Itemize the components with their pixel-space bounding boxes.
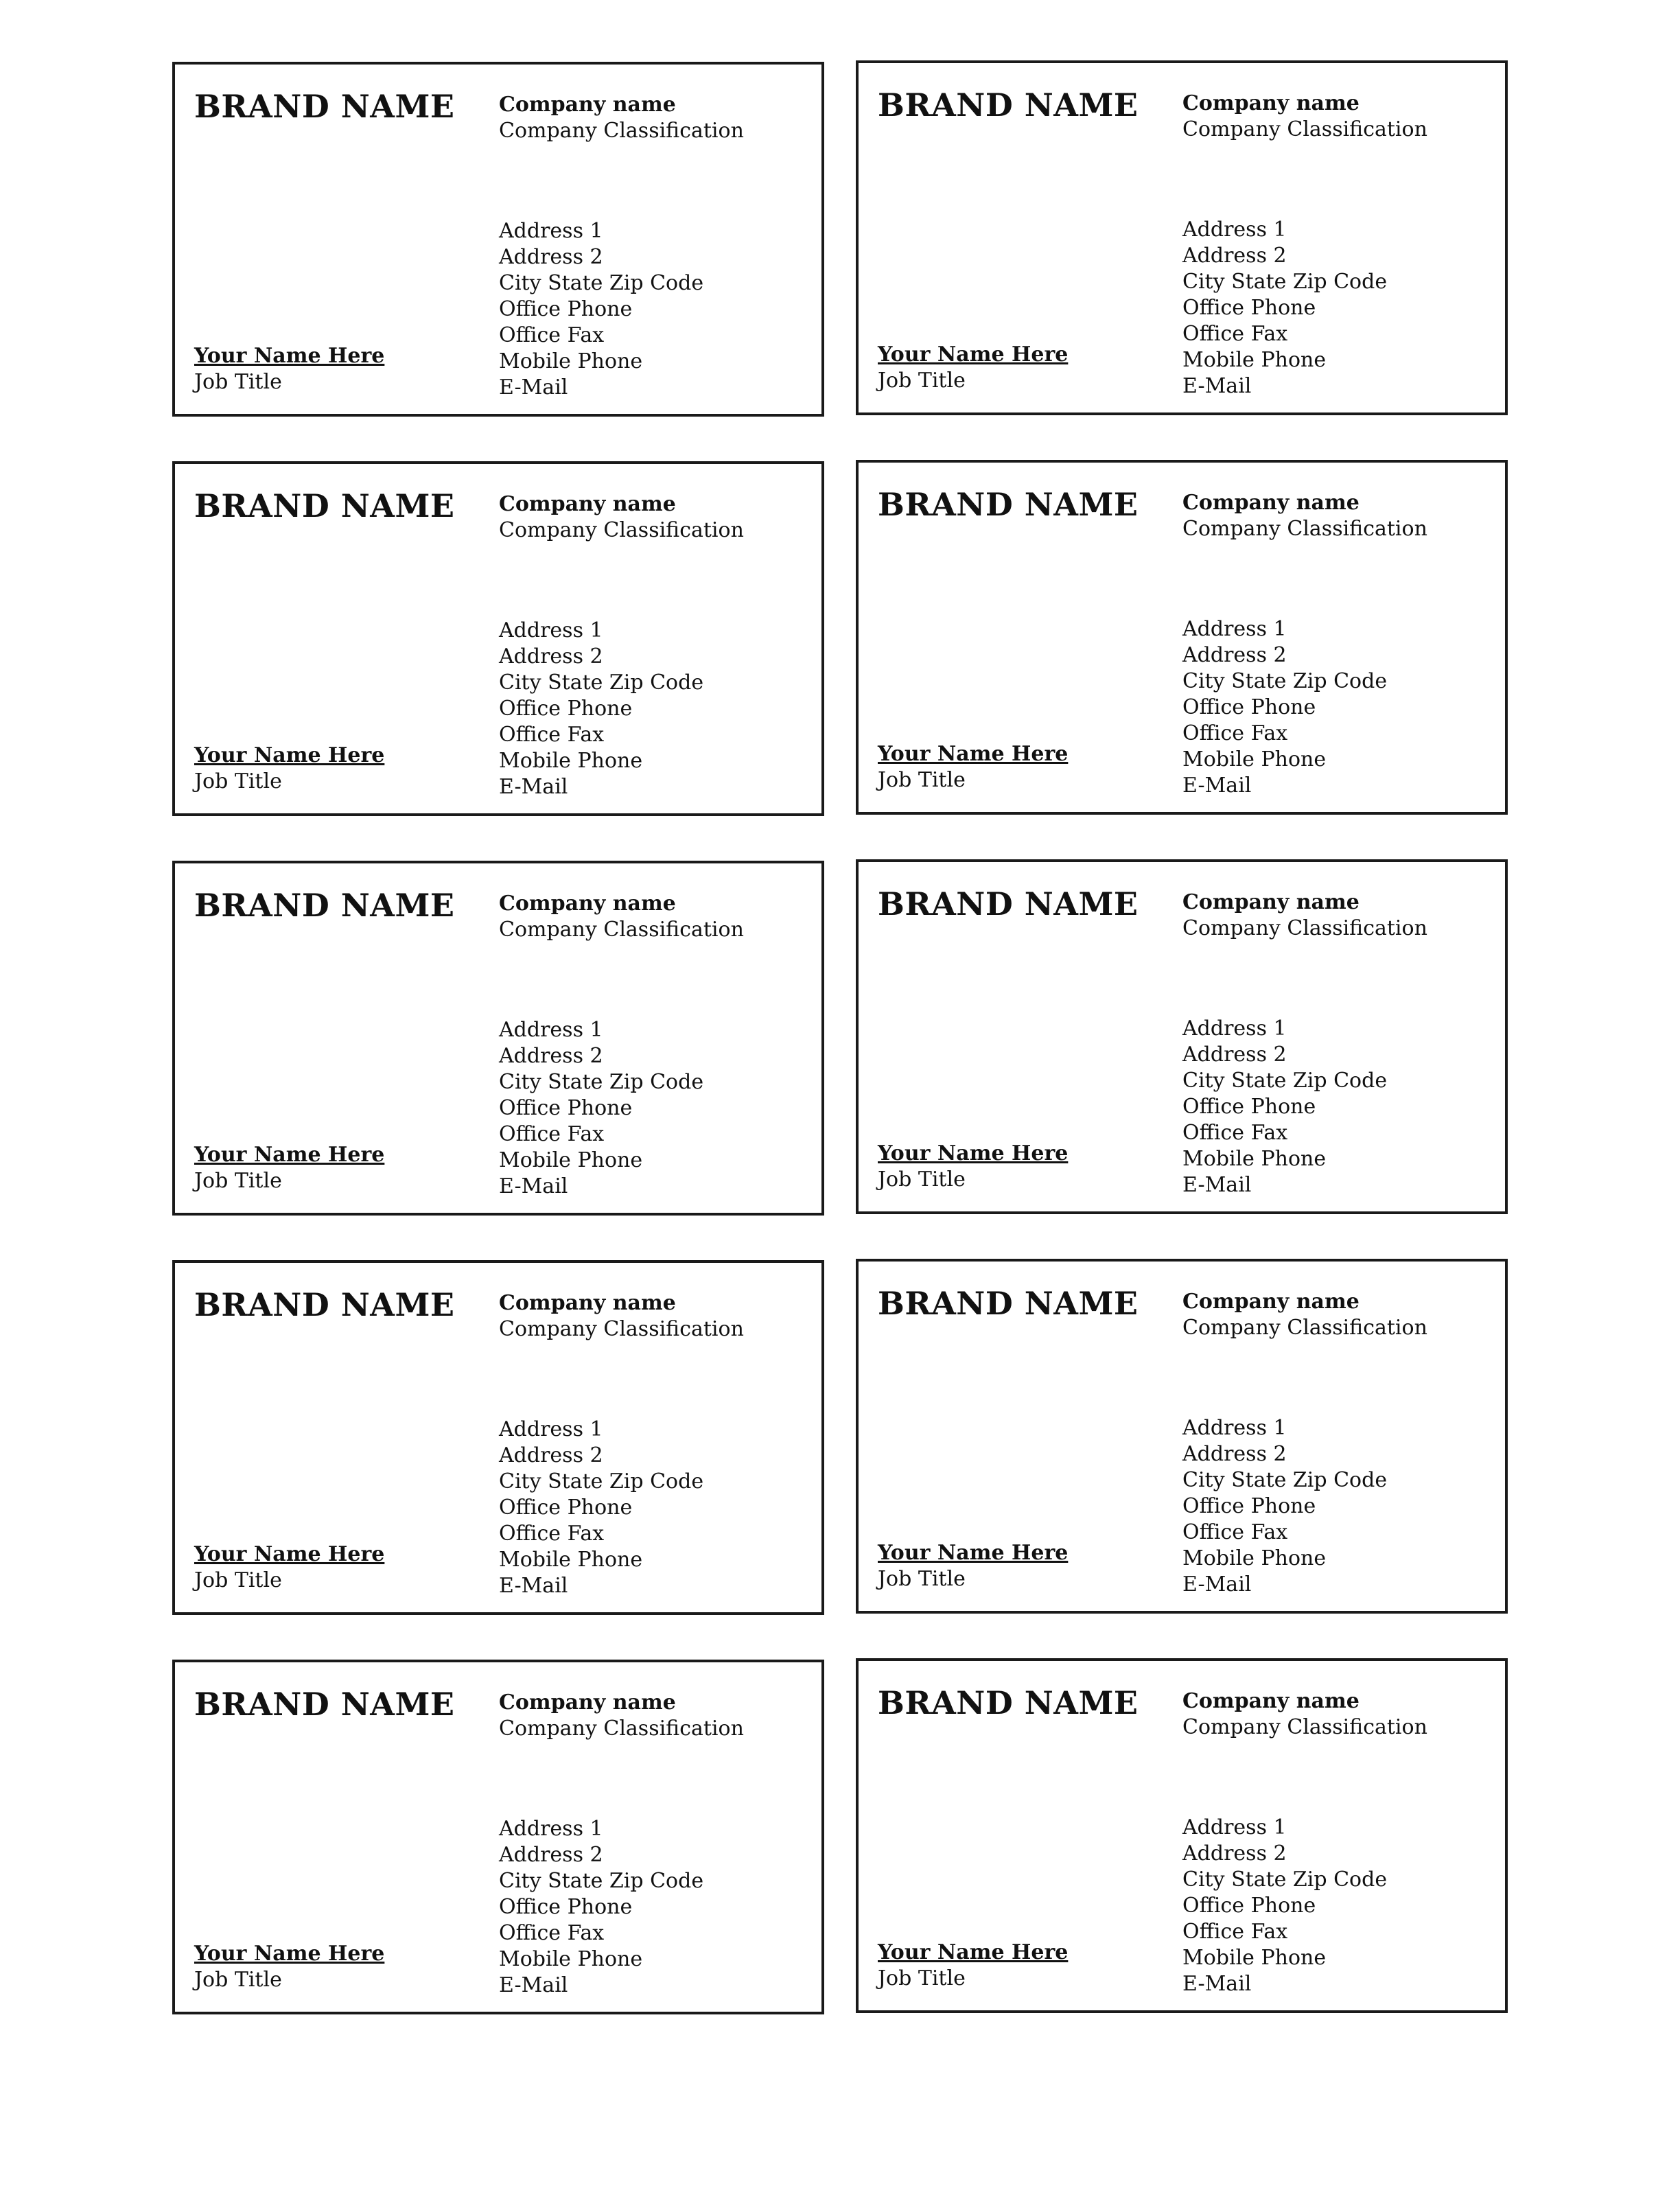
person-name: Your Name Here [194,1942,385,1966]
company-block [499,1690,815,1742]
city-state-zip: City State Zip Code [499,1469,704,1493]
contact-block [1182,1016,1498,1198]
brand-name: BRAND NAME [878,486,1139,523]
brand-name: BRAND NAME [194,88,455,125]
person-name: Your Name Here [194,344,385,368]
city-state-zip: City State Zip Code [499,671,704,695]
company-name: Company name [499,1291,676,1315]
company-block [1182,91,1498,143]
person-name: Your Name Here [878,1141,1069,1165]
address-2: Address 2 [1182,1442,1287,1466]
job-title: Job Title [878,1966,966,1990]
address-1: Address 1 [499,219,603,243]
job-title: Job Title [194,1169,282,1193]
company-name: Company name [1182,890,1360,914]
office-fax: Office Fax [1182,322,1288,346]
address-2: Address 2 [499,245,603,269]
mobile-phone: Mobile Phone [499,1548,643,1572]
company-classification: Company Classification [1182,1715,1427,1739]
person-name: Your Name Here [194,1143,385,1167]
city-state-zip: City State Zip Code [499,271,704,295]
address-1: Address 1 [499,1817,603,1841]
job-title: Job Title [194,1968,282,1992]
business-card [172,62,824,417]
business-card [856,460,1508,815]
office-fax: Office Fax [499,1522,605,1546]
contact-block [499,1417,815,1599]
company-classification: Company Classification [1182,117,1427,141]
brand-name: BRAND NAME [878,86,1139,124]
person-block [878,1940,1068,1992]
person-block [194,1142,384,1194]
company-name: Company name [499,93,676,117]
office-phone: Office Phone [1182,695,1316,719]
job-title: Job Title [194,1568,282,1592]
company-block [499,891,815,943]
brand-name: BRAND NAME [194,487,455,524]
email: E-Mail [499,375,568,399]
office-phone: Office Phone [499,697,633,721]
business-card [856,1259,1508,1614]
office-fax: Office Fax [499,1921,605,1945]
person-name: Your Name Here [878,742,1069,766]
contact-block [1182,1815,1498,1997]
person-name: Your Name Here [194,1542,385,1566]
person-block [194,1542,384,1594]
business-card [172,1260,824,1615]
address-2: Address 2 [1182,244,1287,268]
brand-name: BRAND NAME [194,1686,455,1723]
office-fax: Office Fax [1182,1121,1288,1145]
office-phone: Office Phone [499,1496,633,1520]
office-fax: Office Fax [1182,1520,1288,1544]
company-block [1182,890,1498,942]
business-card [856,60,1508,415]
mobile-phone: Mobile Phone [1182,1147,1327,1171]
office-phone: Office Phone [1182,1494,1316,1518]
office-fax: Office Fax [499,723,605,747]
office-phone: Office Phone [1182,296,1316,320]
brand-name: BRAND NAME [878,1285,1139,1322]
contact-block [1182,616,1498,799]
address-1: Address 1 [1182,1416,1287,1440]
address-2: Address 2 [499,1044,603,1068]
city-state-zip: City State Zip Code [1182,1868,1388,1892]
address-2: Address 2 [499,644,603,669]
office-fax: Office Fax [1182,721,1288,745]
address-1: Address 1 [499,1018,603,1042]
office-fax: Office Fax [1182,1920,1288,1944]
mobile-phone: Mobile Phone [499,1947,643,1971]
city-state-zip: City State Zip Code [1182,1069,1388,1093]
person-block [878,741,1068,793]
person-name: Your Name Here [878,342,1069,367]
mobile-phone: Mobile Phone [1182,1946,1327,1970]
company-name: Company name [1182,91,1360,115]
company-name: Company name [1182,491,1360,515]
company-classification: Company Classification [499,518,744,542]
business-card [172,1660,824,2014]
job-title: Job Title [878,369,966,393]
email: E-Mail [499,1174,568,1198]
address-2: Address 2 [499,1843,603,1867]
person-name: Your Name Here [194,743,385,767]
city-state-zip: City State Zip Code [499,1070,704,1094]
person-block [878,1540,1068,1592]
company-name: Company name [499,892,676,916]
office-phone: Office Phone [499,1096,633,1120]
person-block [194,743,384,795]
email: E-Mail [499,1574,568,1598]
company-block [1182,1289,1498,1341]
address-2: Address 2 [1182,643,1287,667]
company-classification: Company Classification [1182,916,1427,940]
mobile-phone: Mobile Phone [499,1148,643,1172]
job-title: Job Title [194,370,282,394]
person-name: Your Name Here [878,1541,1069,1565]
mobile-phone: Mobile Phone [499,749,643,773]
company-classification: Company Classification [499,119,744,143]
company-block [1182,1688,1498,1741]
job-title: Job Title [878,1567,966,1591]
company-block [499,92,815,144]
company-name: Company name [499,1690,676,1714]
company-classification: Company Classification [1182,1316,1427,1340]
address-1: Address 1 [1182,218,1287,242]
person-block [194,1941,384,1993]
address-1: Address 1 [499,618,603,642]
business-card [172,461,824,816]
contact-block [499,218,815,401]
contact-block [499,618,815,800]
business-card [856,859,1508,1214]
email: E-Mail [1182,1173,1252,1197]
office-phone: Office Phone [1182,1894,1316,1918]
address-1: Address 1 [1182,1815,1287,1839]
company-classification: Company Classification [499,918,744,942]
person-name: Your Name Here [878,1940,1069,1964]
company-classification: Company Classification [1182,517,1427,541]
brand-name: BRAND NAME [194,1286,455,1323]
city-state-zip: City State Zip Code [1182,669,1388,693]
city-state-zip: City State Zip Code [1182,1468,1388,1492]
brand-name: BRAND NAME [194,887,455,924]
email: E-Mail [1182,774,1252,798]
company-name: Company name [499,492,676,516]
person-block [878,1141,1068,1193]
email: E-Mail [1182,374,1252,398]
contact-block [1182,217,1498,399]
email: E-Mail [499,1973,568,1997]
company-block [1182,490,1498,542]
job-title: Job Title [878,768,966,792]
company-classification: Company Classification [499,1717,744,1741]
mobile-phone: Mobile Phone [1182,348,1327,372]
address-2: Address 2 [1182,1841,1287,1865]
office-phone: Office Phone [499,297,633,321]
mobile-phone: Mobile Phone [499,349,643,373]
person-block [194,343,384,395]
brand-name: BRAND NAME [878,1684,1139,1721]
office-fax: Office Fax [499,1122,605,1146]
brand-name: BRAND NAME [878,885,1139,922]
email: E-Mail [1182,1972,1252,1996]
office-phone: Office Phone [1182,1095,1316,1119]
company-block [499,491,815,544]
job-title: Job Title [878,1167,966,1192]
city-state-zip: City State Zip Code [499,1869,704,1893]
company-name: Company name [1182,1689,1360,1713]
mobile-phone: Mobile Phone [1182,747,1327,771]
business-card [172,861,824,1216]
company-classification: Company Classification [499,1317,744,1341]
contact-block [1182,1415,1498,1598]
address-1: Address 1 [1182,617,1287,641]
office-phone: Office Phone [499,1895,633,1919]
company-block [499,1290,815,1342]
company-name: Company name [1182,1290,1360,1314]
address-1: Address 1 [499,1417,603,1441]
job-title: Job Title [194,769,282,793]
contact-block [499,1017,815,1200]
office-fax: Office Fax [499,323,605,347]
contact-block [499,1816,815,1999]
mobile-phone: Mobile Phone [1182,1546,1327,1570]
city-state-zip: City State Zip Code [1182,270,1388,294]
email: E-Mail [1182,1572,1252,1596]
address-2: Address 2 [499,1443,603,1467]
address-2: Address 2 [1182,1043,1287,1067]
business-card [856,1658,1508,2013]
email: E-Mail [499,775,568,799]
person-block [878,342,1068,394]
address-1: Address 1 [1182,1016,1287,1041]
